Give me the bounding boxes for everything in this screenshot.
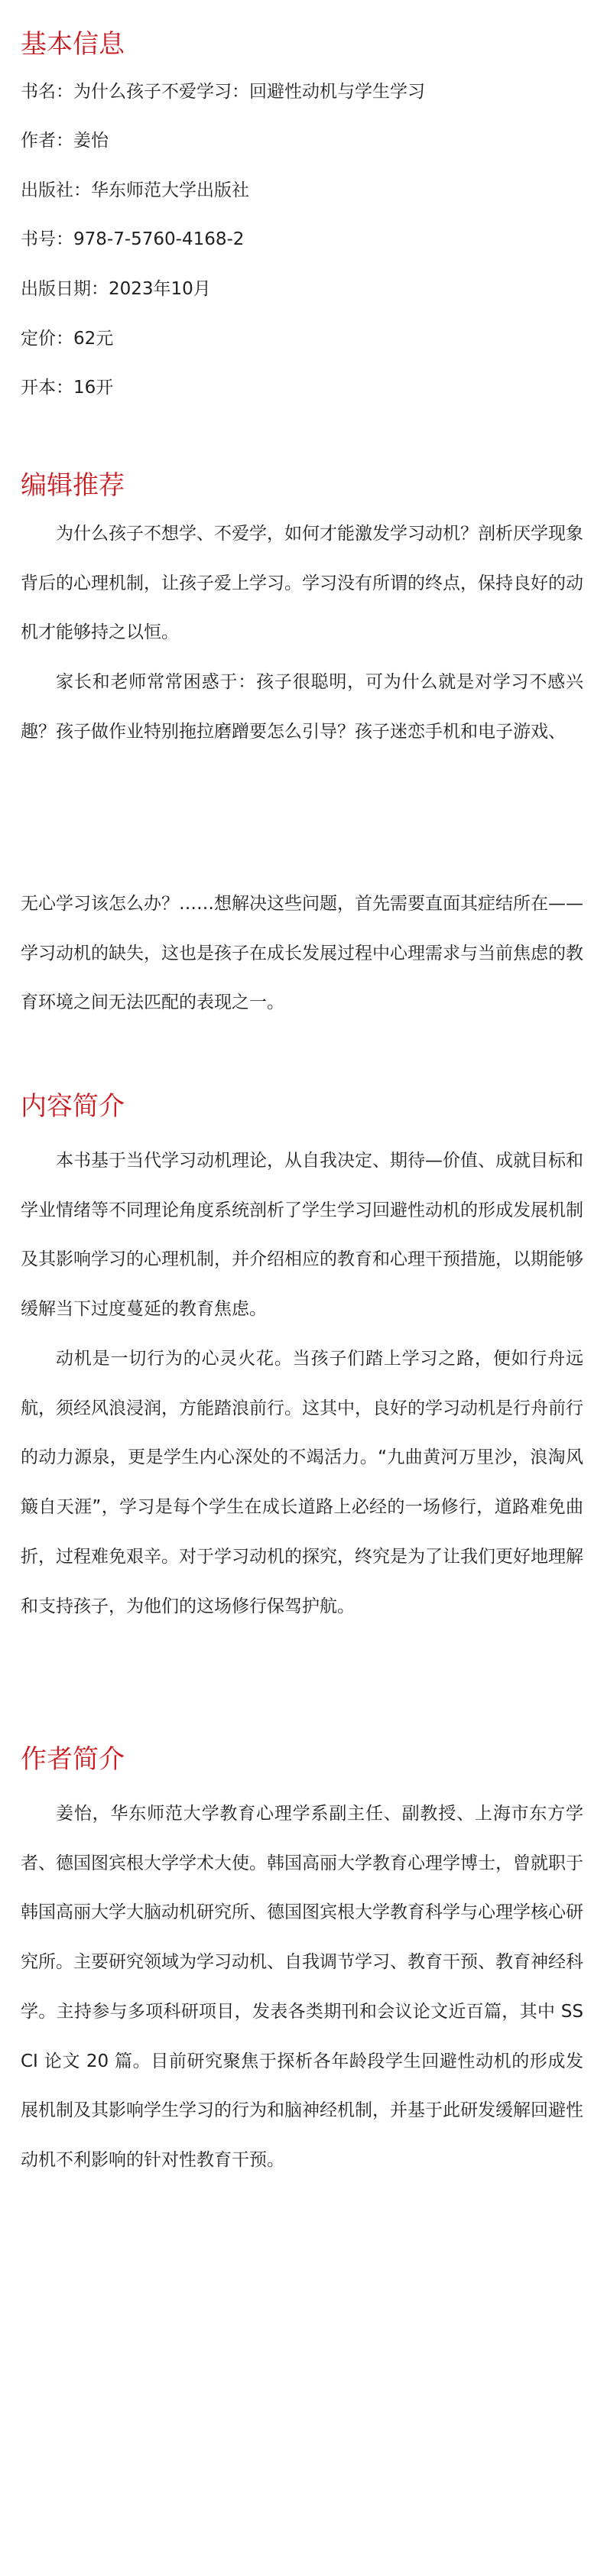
content-summary-title: 内容简介 (21, 1091, 125, 1122)
basic-info-title: 基本信息 (21, 29, 125, 60)
author-intro-title: 作者简介 (21, 1744, 125, 1775)
editor-recommendation-paragraph: 无心学习该怎么办？……想解决这些问题，首先需要直面其症结所在——学习动机的缺失，这也是孩子在成长发展过程中心理需求与当前焦虑的教育环境之间无法匹配的表现之一。 (21, 894, 583, 1013)
publisher-line: 出版社：华东师范大学出版社 (21, 180, 249, 200)
price-line: 定价：62元 (21, 329, 114, 349)
editor-recommendation-paragraph: 为什么孩子不想学、不爱学，如何才能激发学习动机？剖析厌学现象背后的心理机制，让孩子爱上学习。学习没有所谓的终点，保持良好的动机才能够持之以恒。 (21, 524, 583, 643)
publish-date-line: 出版日期：2023年10月 (21, 279, 211, 299)
content-summary-paragraph: 本书基于当代学习动机理论，从自我决定、期待—价值、成就目标和学业情绪等不同理论角度系统剖析了学生学习回避性动机的形成发展机制及其影响学习的心理机制，并介绍相应的教育和心理干预措施，以期能够缓解当下过度蔓延的教育焦虑。 (21, 1151, 583, 1320)
author-intro-paragraph: 姜怡，华东师范大学教育心理学系副主任、副教授、上海市东方学者、德国图宾根大学学术大使。韩国高丽大学教育心理学博士，曾就职于韩国高丽大学大脑动机研究所、德国图宾根大学教育科学与心理学核心研究所。主要研究领域为学习动机、自我调节学习、教育干预、教育神经科学。主持参与多项科研项目，发表各类期刊和会议论文近百篇，其中 SSCI 论文 20 篇。目前研究聚焦于探析各年龄段学生回避性动机的形成发展机制及其影响学生学习的行为和脑神经机制，并基于此研发缓解回避性动机不利影响的针对性教育干预。 (21, 1804, 583, 2170)
content-summary-paragraph: 动机是一切行为的心灵火花。当孩子们踏上学习之路，便如行舟远航，须经风浪浸润，方能踏浪前行。这其中，良好的学习动机是行舟前行的动力源泉，更是学生内心深处的不竭活力。“九曲黄河万里沙，浪淘风簸自天涯”，学习是每个学生在成长道路上必经的一场修行，道路难免曲折，过程难免艰辛。对于学习动机的探究，终究是为了让我们更好地理解和支持孩子，为他们的这场修行保驾护航。 (21, 1349, 583, 1616)
isbn-line: 书号：978-7-5760-4168-2 (21, 229, 245, 249)
author-line: 作者：姜怡 (21, 131, 109, 151)
format-line: 开本：16开 (21, 378, 114, 398)
editor-recommendation-paragraph: 家长和老师常常困惑于：孩子很聪明，可为什么就是对学习不感兴趣？孩子做作业特别拖拉磨蹭要怎么引导？孩子迷恋手机和电子游戏、 (21, 672, 583, 742)
book-name-line: 书名：为什么孩子不爱学习：回避性动机与学生学习 (21, 82, 425, 102)
editor-recommendation-title: 编辑推荐 (21, 470, 125, 501)
